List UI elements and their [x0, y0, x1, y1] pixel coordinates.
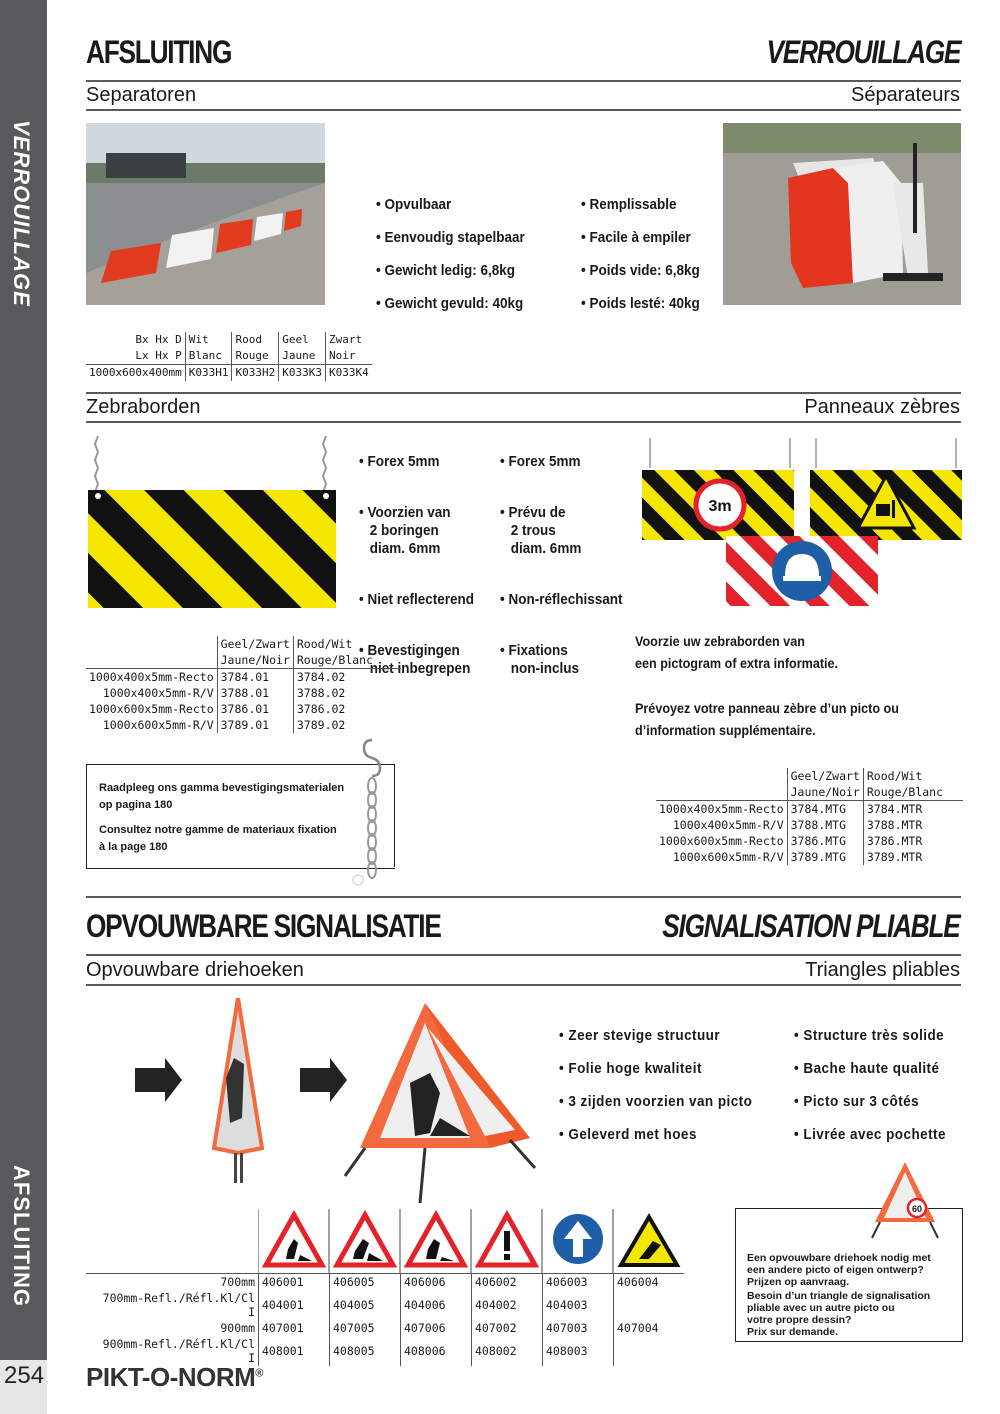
section3-title-fr: SIGNALISATION PLIABLE: [662, 908, 960, 944]
divider: [86, 896, 961, 898]
fixation-note-fr: Consultez notre gamme de materiaux fixation à la page 180: [99, 824, 337, 853]
table-cell: 1000x400x5mm-R/V: [672, 818, 784, 832]
brand-logo: [86, 1362, 263, 1393]
table-cell: 3786.MTG: [787, 833, 863, 849]
divider: [86, 392, 961, 394]
divider: [86, 954, 961, 956]
table-header: Geel: [279, 332, 326, 348]
table-cell: 1000x600x5mm-R/V: [672, 850, 784, 864]
table-header: Jaune/Noir: [787, 784, 863, 801]
table-cell: 406005: [330, 1274, 401, 1291]
feature-item: • Bache haute qualité: [794, 1060, 946, 1078]
feature-item: • Structure très solide: [794, 1027, 946, 1045]
table-cell: 900mm-Refl./Réfl.Kl/Cl I: [102, 1337, 255, 1365]
table-cell: 404002: [472, 1290, 543, 1320]
table-header: Geel/Zwart: [217, 636, 293, 652]
sidebar-bottom-label: AFSLUITING: [9, 1165, 34, 1307]
separators-road-photo: [86, 123, 325, 305]
table-cell: 3789.01: [217, 717, 293, 733]
table-cell: 3786.MTR: [863, 833, 963, 849]
table-header: [656, 768, 787, 784]
table-cell: 407006: [401, 1320, 472, 1336]
table-header: Rouge/Blanc: [293, 652, 401, 669]
table-cell: 1000x400x5mm-Recto: [89, 670, 214, 684]
table-cell: 1000x600x400mm: [89, 366, 182, 379]
zebra-table: [86, 636, 401, 733]
feature-item: • Bevestigingen niet inbegrepen: [359, 642, 474, 678]
feature-item: • Livrée avec pochette: [794, 1126, 946, 1144]
table-header: [86, 652, 217, 669]
table-cell: 3786.01: [217, 701, 293, 717]
table-cell: 407005: [330, 1320, 401, 1336]
table-cell: 1000x600x5mm-Recto: [659, 834, 784, 848]
custom-triangle-note-fr: Besoin d’un triangle de signalisation pliable avec un autre picto ou votre propre dessin? Prix sur demande.: [747, 1290, 931, 1338]
feature-item: • Remplissable: [581, 196, 700, 214]
table-cell: 407002: [472, 1320, 543, 1336]
table-cell: 1000x600x5mm-R/V: [102, 718, 214, 732]
table-cell: [614, 1290, 685, 1320]
pictogram-info-fr: Prévoyez votre panneau zèbre d’un picto ou d’information supplémentaire.: [635, 700, 899, 738]
table-header: Lx Hx P: [135, 349, 182, 362]
section3-sub-fr: Triangles pliables: [805, 959, 960, 981]
table-header: Rouge/Blanc: [863, 784, 963, 801]
feature-item: • Picto sur 3 côtés: [794, 1093, 946, 1111]
table-cell: 3789.MTR: [863, 849, 963, 865]
table-cell: 404003: [543, 1290, 614, 1320]
section3-sub-nl: Opvouwbare driehoeken: [86, 959, 304, 981]
feature-item: • Forex 5mm: [359, 453, 474, 471]
table-cell: K033H2: [232, 365, 279, 382]
table-cell: 406003: [543, 1274, 614, 1291]
height-limit-text: 3m: [708, 498, 732, 515]
table-header: [86, 636, 217, 652]
table-header: Rood: [232, 332, 279, 348]
feature-item: • Non-réflechissant: [500, 591, 623, 609]
feature-item: • Poids vide: 6,8kg: [581, 262, 700, 280]
brand-logo-text: PIKT-O-NORM: [86, 1362, 256, 1392]
table-cell: 3788.MTG: [787, 817, 863, 833]
table-cell: 1000x600x5mm-Recto: [89, 702, 214, 716]
chain-icon: [350, 736, 390, 886]
table-header: [656, 784, 787, 801]
triangle-sign-header: [258, 1209, 686, 1273]
feature-item: • Fixations non-inclus: [500, 642, 623, 678]
feature-item: • Zeer stevige structuur: [559, 1027, 752, 1045]
table-header: Zwart: [325, 332, 371, 348]
feature-item: • Gewicht ledig: 6,8kg: [376, 262, 525, 280]
table-cell: 406006: [401, 1274, 472, 1291]
separators-table: [86, 332, 372, 381]
feature-item: • Poids lesté: 40kg: [581, 295, 700, 313]
divider: [86, 984, 961, 986]
speed-limit-triangle-icon: [870, 1160, 940, 1240]
feature-item: • Voorzien van 2 boringen diam. 6mm: [359, 504, 474, 558]
stacked-separators-photo: [723, 123, 961, 305]
feature-item: • Facile à empiler: [581, 229, 700, 247]
table-cell: 407004: [614, 1320, 685, 1336]
table-cell: 3784.02: [293, 669, 401, 686]
feature-item: • 3 zijden voorzien van picto: [559, 1093, 752, 1111]
fixation-note-nl: Raadpleeg ons gamma bevestigingsmaterialen op pagina 180: [99, 782, 345, 811]
zebra-boards-with-pictograms: [640, 436, 962, 608]
table-cell: 404005: [330, 1290, 401, 1320]
table-cell: 407003: [543, 1320, 614, 1336]
folding-triangle-illustration: [130, 998, 550, 1208]
section3-features-nl: [559, 1027, 752, 1159]
section1-title-nl: AFSLUITING: [86, 34, 232, 70]
feature-item: • Niet reflecterend: [359, 591, 474, 609]
table-cell: 3789.MTG: [787, 849, 863, 865]
divider: [86, 421, 961, 423]
table-cell: 1000x400x5mm-R/V: [102, 686, 214, 700]
table-cell: 407001: [259, 1320, 330, 1336]
table-header: Noir: [325, 348, 371, 365]
feature-item: • Geleverd met hoes: [559, 1126, 752, 1144]
table-header: Blanc: [185, 348, 232, 365]
table-cell: 406002: [472, 1274, 543, 1291]
feature-item: • Gewicht gevuld: 40kg: [376, 295, 525, 313]
table-header: Bx Hx D: [135, 333, 182, 346]
table-cell: 3784.MTR: [863, 801, 963, 818]
feature-item: • Opvulbaar: [376, 196, 525, 214]
table-cell: 900mm: [220, 1321, 255, 1335]
table-cell: [614, 1336, 685, 1366]
registered-mark: ®: [255, 1367, 263, 1380]
divider: [394, 764, 395, 867]
triangle-table: [86, 1273, 684, 1366]
section2-features-fr: [500, 435, 623, 711]
speed-limit-text: 60: [911, 1204, 923, 1214]
table-header: Wit: [185, 332, 232, 348]
section3-features-fr: [794, 1027, 946, 1159]
table-cell: 3789.02: [293, 717, 401, 733]
section1-features-fr: [581, 196, 700, 328]
zebra-board-yellow-black: [86, 432, 338, 610]
table-cell: 3784.MTG: [787, 801, 863, 818]
pictogram-info-nl: Voorzie uw zebraborden van een pictogram of extra informatie.: [635, 633, 839, 671]
table-cell: 3786.02: [293, 701, 401, 717]
table-cell: 404001: [259, 1290, 330, 1320]
divider: [86, 80, 961, 82]
table-header: Rood/Wit: [293, 636, 401, 652]
table-cell: 700mm: [220, 1275, 255, 1289]
table-header: Geel/Zwart: [787, 768, 863, 784]
custom-triangle-note-nl: Een opvouwbare driehoek nodig met een andere picto of eigen ontwerp? Prijzen op aanvraag.: [747, 1252, 931, 1288]
section1-sub-fr: Séparateurs: [851, 84, 960, 106]
table-cell: 3784.01: [217, 669, 293, 686]
section1-title-fr: VERROUILLAGE: [766, 34, 960, 70]
feature-item: • Eenvoudig stapelbaar: [376, 229, 525, 247]
table-cell: 406001: [259, 1274, 330, 1291]
table-cell: K033H1: [185, 365, 232, 382]
table-cell: 408003: [543, 1336, 614, 1366]
table-cell: K033K3: [279, 365, 326, 382]
feature-item: • Prévu de 2 trous diam. 6mm: [500, 504, 623, 558]
table-cell: 3788.01: [217, 685, 293, 701]
table-header: Rood/Wit: [863, 768, 963, 784]
section1-sub-nl: Separatoren: [86, 84, 197, 106]
section2-sub-fr: Panneaux zèbres: [804, 396, 960, 418]
table-header: Rouge: [232, 348, 279, 365]
section2-sub-nl: Zebraborden: [86, 396, 201, 418]
table-header: Jaune/Noir: [217, 652, 293, 669]
table-cell: 408001: [259, 1336, 330, 1366]
table-cell: 408002: [472, 1336, 543, 1366]
page-number: 254: [4, 1362, 45, 1389]
table-cell: 404006: [401, 1290, 472, 1320]
table-cell: 408006: [401, 1336, 472, 1366]
table-cell: 406004: [614, 1274, 685, 1291]
table-cell: K033K4: [325, 365, 371, 382]
table-cell: 3788.02: [293, 685, 401, 701]
table-header: Jaune: [279, 348, 326, 365]
table-cell: 1000x400x5mm-Recto: [659, 802, 784, 816]
feature-item: • Forex 5mm: [500, 453, 623, 471]
table-cell: 408005: [330, 1336, 401, 1366]
zebra-pictogram-table: [656, 768, 963, 865]
table-cell: 3788.MTR: [863, 817, 963, 833]
section3-title-nl: OPVOUWBARE SIGNALISATIE: [86, 908, 441, 944]
table-cell: 700mm-Refl./Réfl.Kl/Cl I: [102, 1291, 255, 1319]
feature-item: • Folie hoge kwaliteit: [559, 1060, 752, 1078]
section1-features-nl: [376, 196, 525, 328]
divider: [86, 109, 961, 111]
sidebar-top-label: VERROUILLAGE: [9, 120, 34, 307]
